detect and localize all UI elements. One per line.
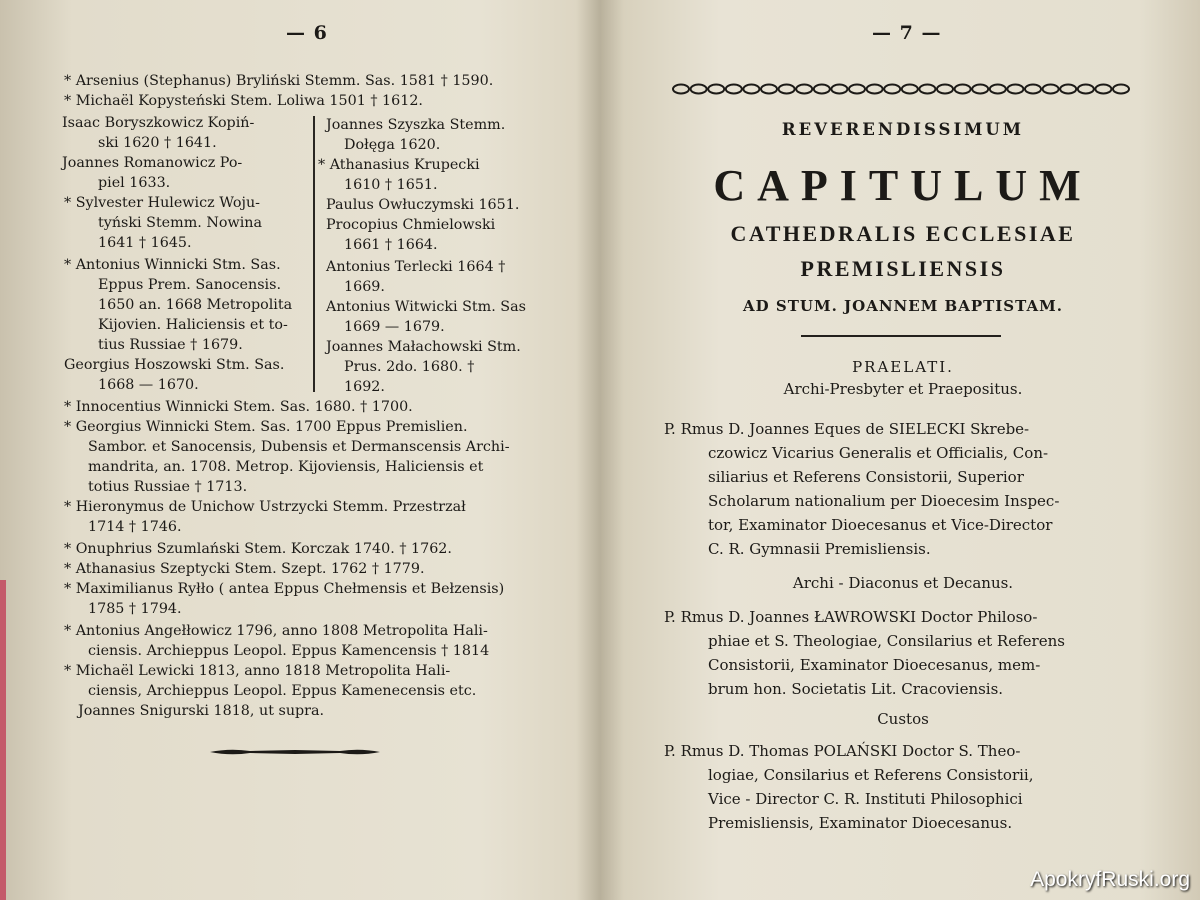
text-line: siliarius et Referens Consistorii, Superior bbox=[708, 468, 1024, 486]
chain-link bbox=[831, 85, 847, 94]
column-divider bbox=[313, 116, 315, 392]
text-line: mandrita, an. 1708. Metrop. Kijoviensis, Haliciensis et bbox=[88, 459, 484, 475]
text-line: 1692. bbox=[344, 379, 385, 395]
text-line: * Sylvester Hulewicz Woju- bbox=[64, 195, 261, 211]
text-line: Consistorii, Examinator Dioecesanus, mem- bbox=[708, 656, 1041, 674]
text-line: * Michaël Kopysteński Stem. Loliwa 1501 † 1612. bbox=[64, 93, 423, 109]
text-line: Joannes Szyszka Stemm. bbox=[326, 117, 506, 133]
chain-link bbox=[673, 85, 689, 94]
text-line: * Arsenius (Stephanus) Bryliński Stemm. Sas. 1581 † 1590. bbox=[64, 73, 494, 89]
chain-link bbox=[691, 85, 707, 94]
text-line: Prus. 2do. 1680. † bbox=[344, 359, 475, 375]
divider-rule bbox=[801, 335, 1001, 337]
text-line: 1669 — 1679. bbox=[344, 319, 445, 335]
chain-link bbox=[1060, 85, 1076, 94]
text-line: 1641 † 1645. bbox=[98, 235, 192, 251]
text-line: * Innocentius Winnicki Stem. Sas. 1680. † 1700. bbox=[64, 399, 413, 415]
text-line: * Maximilianus Ryłło ( antea Eppus Chełmensis et Bełzensis) bbox=[64, 581, 505, 597]
text-line: 1669. bbox=[344, 279, 385, 295]
text-line: 1785 † 1794. bbox=[88, 601, 182, 617]
text-line: 1668 — 1670. bbox=[98, 377, 199, 393]
chain-link bbox=[796, 85, 812, 94]
text-line: C. R. Gymnasii Premisliensis. bbox=[708, 540, 931, 558]
text-line: * Hieronymus de Unichow Ustrzycki Stemm. Przestrzał bbox=[64, 499, 466, 515]
chain-link bbox=[972, 85, 988, 94]
text-line: tyński Stemm. Nowina bbox=[98, 215, 263, 231]
watermark: ApokryfRuski.org bbox=[1030, 868, 1190, 891]
text-line: 1661 † 1664. bbox=[344, 237, 438, 253]
chain-link bbox=[884, 85, 900, 94]
text-line: * Georgius Winnicki Stem. Sas. 1700 Eppus Premislien. bbox=[64, 419, 468, 435]
text-line: Paulus Owłuczymski 1651. bbox=[326, 197, 520, 213]
text-line: 1714 † 1746. bbox=[88, 519, 182, 535]
text-line: 1610 † 1651. bbox=[344, 177, 438, 193]
text-line: Joannes Romanowicz Po- bbox=[62, 155, 243, 171]
text-line: piel 1633. bbox=[98, 175, 171, 191]
text-line: tius Russiae † 1679. bbox=[98, 337, 243, 353]
text-line: ciensis. Archieppus Leopol. Eppus Kamencensis † 1814 bbox=[88, 643, 490, 659]
text-line: * Onuphrius Szumlański Stem. Korczak 1740. † 1762. bbox=[64, 541, 452, 557]
chain-link bbox=[1043, 85, 1059, 94]
text-line: * Antonius Angełłowicz 1796, anno 1808 Metropolita Hali- bbox=[64, 623, 488, 639]
text-line: ski 1620 † 1641. bbox=[98, 135, 217, 151]
text-line: totius Russiae † 1713. bbox=[88, 479, 248, 495]
text-line: 1650 an. 1668 Metropolita bbox=[98, 297, 293, 313]
heading-capitulum: CAPITULUM bbox=[713, 161, 1093, 210]
chain-link bbox=[1025, 85, 1041, 94]
text-line: Antonius Witwicki Stm. Sas bbox=[326, 299, 526, 315]
text-line: Antonius Terlecki 1664 † bbox=[326, 259, 506, 275]
heading-dedication: AD STUM. JOANNEM BAPTISTAM. bbox=[743, 297, 1063, 315]
text-line: phiae et S. Theologiae, Consilarius et Referens bbox=[708, 632, 1065, 650]
text-line: Procopius Chmielowski bbox=[326, 217, 496, 233]
text-line: tor, Examinator Dioecesanus et Vice-Director bbox=[708, 516, 1053, 534]
page-number-right: — 7 — bbox=[872, 22, 942, 44]
subheading: Archi - Diaconus et Decanus. bbox=[792, 574, 1014, 592]
text-line: Scholarum nationalium per Dioecesim Inspec- bbox=[708, 492, 1060, 510]
text-line: ciensis, Archieppus Leopol. Eppus Kamenecensis etc. bbox=[88, 683, 477, 699]
text-line: * Athanasius Szeptycki Stem. Szept. 1762 † 1779. bbox=[64, 561, 425, 577]
chain-link bbox=[867, 85, 883, 94]
text-line: Eppus Prem. Sanocensis. bbox=[98, 277, 281, 293]
right-page bbox=[606, 0, 1200, 900]
end-ornament bbox=[210, 747, 380, 757]
text-line: * Michaël Lewicki 1813, anno 1818 Metropolita Hali- bbox=[64, 663, 451, 679]
text-line: Isaac Boryszkowicz Kopiń- bbox=[62, 115, 255, 131]
heading-cathedralis: CATHEDRALIS ECCLESIAE bbox=[730, 221, 1076, 246]
text-line: P. Rmus D. Joannes ŁAWROWSKI Doctor Philoso- bbox=[664, 608, 1038, 626]
text-line: Premisliensis, Examinator Dioecesanus. bbox=[708, 814, 1013, 832]
page-number-left: — 6 bbox=[286, 22, 328, 44]
chain-link bbox=[1113, 85, 1129, 94]
text-line: Kijovien. Haliciensis et to- bbox=[98, 317, 288, 333]
text-line: Joannes Małachowski Stm. bbox=[326, 339, 521, 355]
chain-ornament bbox=[672, 78, 1142, 100]
chain-link bbox=[708, 85, 724, 94]
chain-link bbox=[761, 85, 777, 94]
chain-link bbox=[1078, 85, 1094, 94]
text-line: Vice - Director C. R. Instituti Philosophici bbox=[708, 790, 1023, 808]
chain-link bbox=[849, 85, 865, 94]
heading-reverendissimum: REVERENDISSIMUM bbox=[781, 120, 1025, 139]
subheading: Custos bbox=[877, 710, 929, 728]
chain-link bbox=[937, 85, 953, 94]
text-line: P. Rmus D. Joannes Eques de SIELECKI Skrebe- bbox=[664, 420, 1030, 438]
text-line: * Athanasius Krupecki bbox=[318, 157, 480, 173]
left-page bbox=[0, 0, 598, 900]
text-line: Dołęga 1620. bbox=[344, 137, 441, 153]
chain-link bbox=[743, 85, 759, 94]
text-line: Georgius Hoszowski Stm. Sas. bbox=[64, 357, 285, 373]
text-line: logiae, Consilarius et Referens Consistorii, bbox=[708, 766, 1034, 784]
text-line: Joannes Snigurski 1818, ut supra. bbox=[78, 703, 325, 719]
text-line: Sambor. et Sanocensis, Dubensis et Dermanscensis Archi- bbox=[88, 439, 510, 455]
section-praelati: PRAELATI. bbox=[852, 358, 954, 376]
chain-link bbox=[902, 85, 918, 94]
chain-link bbox=[919, 85, 935, 94]
subheading: Archi-Presbyter et Praepositus. bbox=[783, 380, 1023, 398]
text-line: brum hon. Societatis Lit. Cracoviensis. bbox=[708, 680, 1004, 698]
chain-link bbox=[990, 85, 1006, 94]
chain-link bbox=[814, 85, 830, 94]
text-line: czowicz Vicarius Generalis et Officialis, Con- bbox=[708, 444, 1049, 462]
heading-premisliensis: PREMISLIENSIS bbox=[800, 256, 1006, 281]
chain-link bbox=[1007, 85, 1023, 94]
text-line: * Antonius Winnicki Stm. Sas. bbox=[64, 257, 281, 273]
chain-link bbox=[726, 85, 742, 94]
chain-link bbox=[1095, 85, 1111, 94]
chain-link bbox=[779, 85, 795, 94]
text-line: P. Rmus D. Thomas POLAŃSKI Doctor S. Theo- bbox=[664, 742, 1021, 760]
chain-link bbox=[955, 85, 971, 94]
